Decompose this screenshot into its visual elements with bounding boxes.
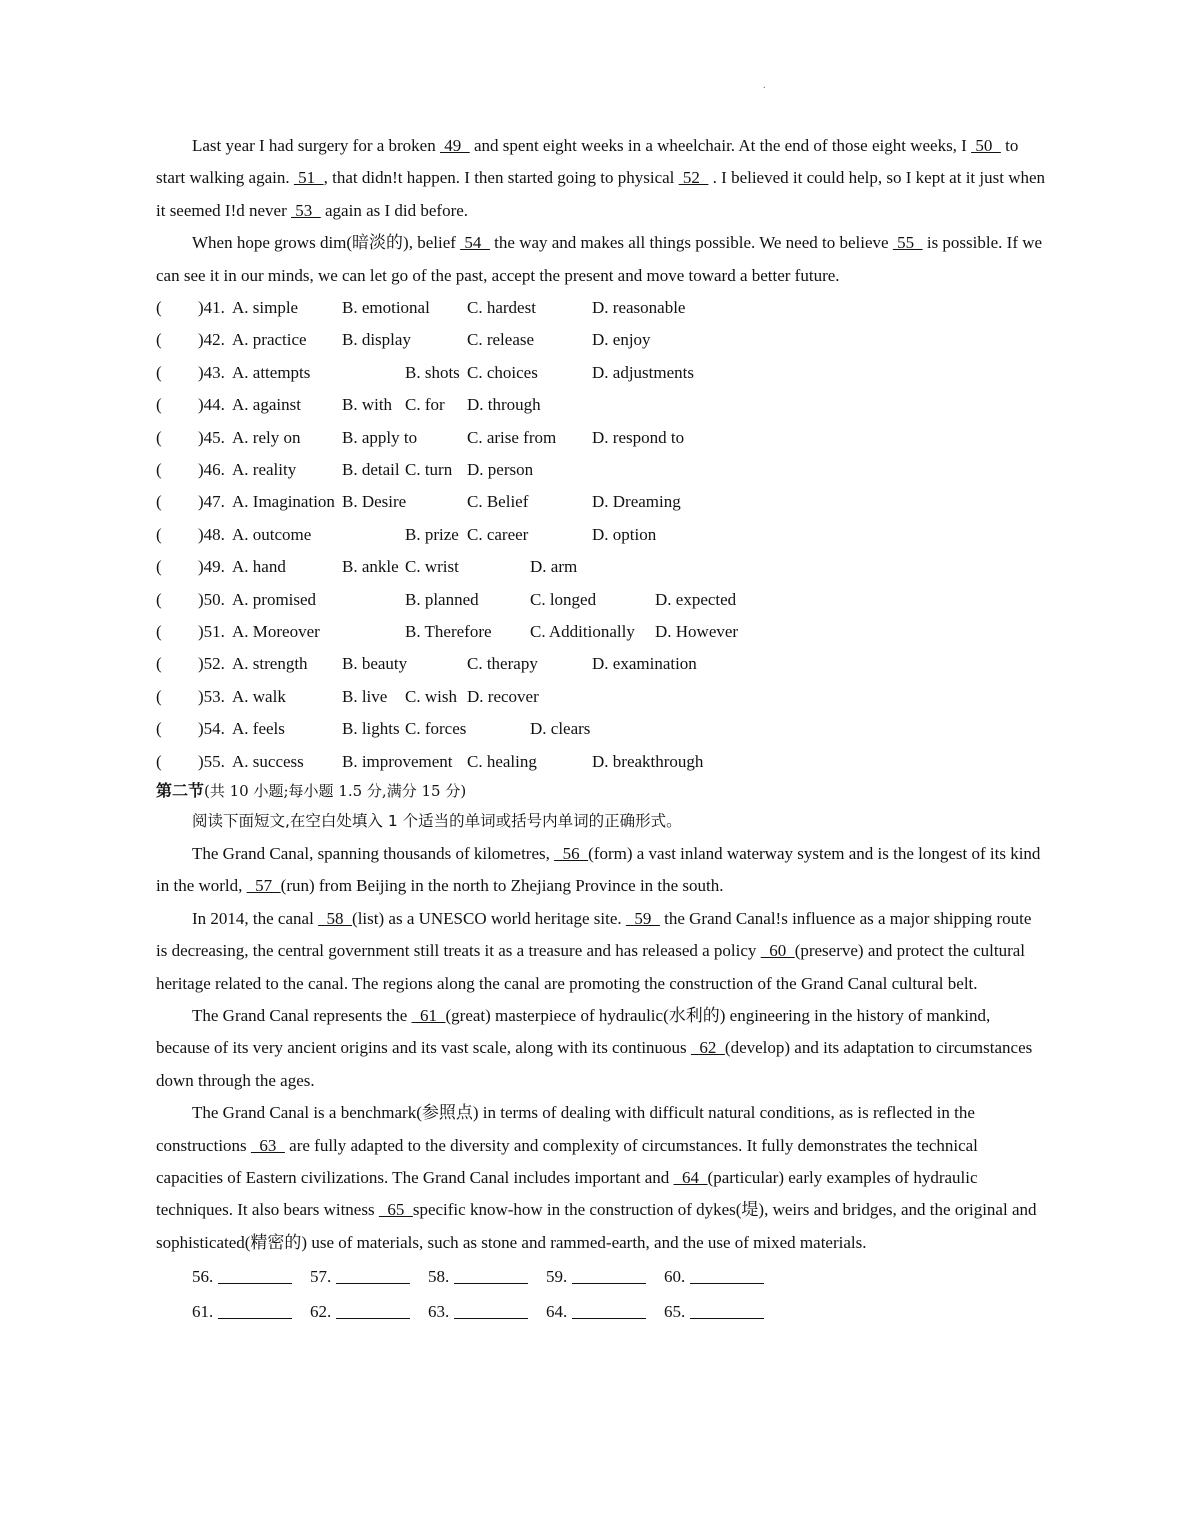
question-number: )51. <box>198 621 225 641</box>
option-d: D. However <box>655 621 739 641</box>
question-number: )46. <box>198 459 225 479</box>
paragraph <box>156 227 1046 292</box>
answer-blank[interactable]: 52 <box>678 168 709 188</box>
option-a: A. Imagination <box>232 492 335 512</box>
answer-label: 65. <box>664 1301 690 1321</box>
multiple-choice-questions <box>156 292 1046 778</box>
answer-slot <box>310 1261 410 1293</box>
paragraph-text: to start walking again. <box>156 136 1019 188</box>
answer-slot <box>546 1261 646 1293</box>
option-a: A. feels <box>232 719 285 739</box>
option-d: D. respond to <box>592 427 685 447</box>
answer-blank[interactable]: 63 <box>250 1135 285 1155</box>
answer-underline[interactable] <box>690 1300 764 1319</box>
option-b: B. live <box>342 686 388 706</box>
grammar-fill-passage <box>156 838 1046 1259</box>
answer-paren[interactable]: ( <box>156 492 162 512</box>
option-b: B. lights <box>342 719 400 739</box>
paragraph-text: When hope grows dim(暗淡的), belief <box>192 233 461 253</box>
paragraph <box>156 903 1046 1000</box>
answer-paren[interactable]: ( <box>156 330 162 350</box>
option-c: C. turn <box>405 459 453 479</box>
question-number: )41. <box>198 298 225 318</box>
paragraph-text: (list) as a UNESCO world heritage site. <box>352 908 626 928</box>
question-number: )54. <box>198 719 225 739</box>
answer-blank[interactable]: 65 <box>378 1200 413 1220</box>
option-b: B. shots <box>405 362 460 382</box>
question-number: )53. <box>198 686 225 706</box>
paragraph-text: The Grand Canal is a benchmark(参照点) in terms of dealing with difficult natural conditions, as is reflected in the constructions <box>156 1103 975 1155</box>
option-b: B. ankle <box>342 557 399 577</box>
option-c: C. Belief <box>467 492 529 512</box>
answer-paren[interactable]: ( <box>156 589 162 609</box>
answer-paren[interactable]: ( <box>156 395 162 415</box>
option-d: D. expected <box>655 589 737 609</box>
option-c: C. wish <box>405 686 457 706</box>
option-b: B. with <box>342 395 393 415</box>
question-row <box>156 648 1046 680</box>
question-number: )45. <box>198 427 225 447</box>
paragraph-text: Last year I had surgery for a broken <box>192 136 440 155</box>
option-d: D. arm <box>530 557 578 577</box>
option-d: D. adjustments <box>592 362 694 382</box>
answer-blank[interactable]: 58 <box>318 908 353 928</box>
answer-label: 62. <box>310 1301 336 1321</box>
option-c: C. choices <box>467 362 538 382</box>
paragraph-text: are fully adapted to the diversity and complexity of circumstances. It fully demonstrates the technical capacities of Eastern civilizations. The Grand Canal includes important and <box>156 1135 978 1187</box>
option-a: A. against <box>232 395 301 415</box>
answer-slot <box>192 1296 292 1328</box>
option-c: C. longed <box>530 589 597 609</box>
option-a: A. hand <box>232 557 286 577</box>
paragraph-text: (develop) and its adaptation to circumstances down through the ages. <box>156 1038 1033 1090</box>
question-row <box>156 616 1046 648</box>
option-b: B. emotional <box>342 298 430 318</box>
answer-paren[interactable]: ( <box>156 751 162 771</box>
answer-blank[interactable]: 49 <box>439 136 470 155</box>
option-a: A. promised <box>232 589 317 609</box>
question-number: )43. <box>198 362 225 382</box>
option-d: D. breakthrough <box>592 751 704 771</box>
answer-paren[interactable]: ( <box>156 621 162 641</box>
option-d: D. option <box>592 524 657 544</box>
paragraph <box>156 838 1046 903</box>
answer-paren[interactable]: ( <box>156 362 162 382</box>
section-heading-note: (共 10 小题;每小题 1.5 分,满分 15 分) <box>204 781 467 800</box>
answer-blank[interactable]: 61 <box>411 1005 446 1025</box>
paragraph-text: (great) masterpiece of hydraulic(水利的) engineering in the history of mankind, because of its very ancient origins and its vast scale, along with its continuous <box>156 1005 991 1058</box>
answer-slot <box>310 1296 410 1328</box>
paragraph-text: the Grand Canal!s influence as a major shipping route is decreasing, the central government still treats it as a treasure and has released a policy <box>156 908 1032 961</box>
question-row <box>156 486 1046 518</box>
answer-underline[interactable] <box>690 1265 764 1284</box>
option-a: A. walk <box>232 686 286 706</box>
question-number: )50. <box>198 589 225 609</box>
question-row <box>156 681 1046 713</box>
answer-blank[interactable]: 50 <box>971 136 1001 155</box>
option-c: C. career <box>467 524 529 544</box>
answer-underline[interactable] <box>218 1300 292 1319</box>
answer-underline[interactable] <box>572 1265 646 1284</box>
question-number: )49. <box>198 557 225 577</box>
question-row <box>156 551 1046 583</box>
option-d: D. examination <box>592 654 697 674</box>
question-number: )48. <box>198 524 225 544</box>
paragraph <box>156 1000 1046 1097</box>
answer-lines <box>156 1261 1046 1328</box>
paragraph-text: , that didn!t happen. I then started going to physical <box>323 168 679 188</box>
option-b: B. beauty <box>342 654 408 674</box>
question-number: )52. <box>198 654 225 674</box>
section-heading <box>156 778 1046 804</box>
answer-paren[interactable]: ( <box>156 654 162 674</box>
option-c: C. therapy <box>467 654 538 674</box>
paragraph-text: In 2014, the canal <box>192 908 319 928</box>
answer-paren[interactable]: ( <box>156 686 162 706</box>
option-c: C. for <box>405 395 445 415</box>
option-a: A. outcome <box>232 524 312 544</box>
answer-slot <box>428 1296 528 1328</box>
answer-slot <box>192 1261 292 1293</box>
answer-slot <box>546 1296 646 1328</box>
answer-paren[interactable]: ( <box>156 427 162 447</box>
paragraph-text: The Grand Canal, spanning thousands of kilometres, <box>192 843 555 863</box>
option-d: D. through <box>467 395 541 415</box>
answer-underline[interactable] <box>336 1300 410 1319</box>
answer-slot <box>664 1296 764 1328</box>
paragraph <box>156 1097 1046 1259</box>
option-c: C. hardest <box>467 298 536 318</box>
paragraph-text: and spent eight weeks in a wheelchair. At the end of those eight weeks, I <box>469 136 972 155</box>
option-a: A. success <box>232 751 304 771</box>
question-number: )55. <box>198 751 225 771</box>
answer-line-row <box>156 1296 1046 1328</box>
question-row <box>156 357 1046 389</box>
answer-slot <box>428 1261 528 1293</box>
option-a: A. practice <box>232 330 307 350</box>
answer-label: 61. <box>192 1301 218 1321</box>
question-row <box>156 584 1046 616</box>
answer-label: 58. <box>428 1267 454 1287</box>
exam-page-content <box>156 130 1046 1328</box>
question-row <box>156 324 1046 356</box>
option-a: A. rely on <box>232 427 301 447</box>
answer-paren[interactable]: ( <box>156 298 162 318</box>
paragraph-text: (run) from Beijing in the north to Zhejiang Province in the south. <box>280 876 724 896</box>
paragraph-text: . I believed it could help, so I kept at it just when it seemed I!d never <box>156 168 1046 220</box>
answer-blank[interactable]: 56 <box>554 843 589 863</box>
question-row <box>156 389 1046 421</box>
answer-blank[interactable]: 57 <box>246 876 281 896</box>
section-heading-title: 第二节 <box>156 780 205 800</box>
section-instruction: 阅读下面短文,在空白处填入 1 个适当的单词或括号内单词的正确形式。 <box>192 811 682 830</box>
answer-paren[interactable]: ( <box>156 459 162 479</box>
option-b: B. display <box>342 330 411 350</box>
answer-underline[interactable] <box>572 1300 646 1319</box>
answer-paren[interactable]: ( <box>156 557 162 577</box>
option-d: D. clears <box>530 719 591 739</box>
question-number: )47. <box>198 492 225 512</box>
paragraph-text: is possible. If we can see it in our minds, we can let go of the past, accept the present and move toward a better future. <box>156 233 1043 285</box>
answer-label: 60. <box>664 1267 690 1287</box>
answer-blank[interactable]: 62 <box>690 1038 725 1058</box>
option-b: B. apply to <box>342 427 418 447</box>
answer-label: 59. <box>546 1267 572 1287</box>
question-number: )44. <box>198 395 225 415</box>
answer-blank[interactable]: 55 <box>892 233 923 253</box>
option-c: C. healing <box>467 751 537 771</box>
answer-underline[interactable] <box>218 1265 292 1284</box>
paragraph-text: The Grand Canal represents the <box>192 1005 412 1025</box>
paragraph-text: (preserve) and protect the cultural heritage related to the canal. The regions along the canal are promoting the construction of the Grand Canal cultural belt. <box>156 941 1026 993</box>
option-d: D. reasonable <box>592 298 686 318</box>
question-row <box>156 713 1046 745</box>
answer-blank[interactable]: 60 <box>760 941 795 961</box>
answer-paren[interactable]: ( <box>156 719 162 739</box>
paragraph-text: again as I did before. <box>320 200 469 220</box>
option-d: D. Dreaming <box>592 492 681 512</box>
question-row <box>156 292 1046 324</box>
answer-label: 56. <box>192 1267 218 1287</box>
option-c: C. release <box>467 330 535 350</box>
answer-blank[interactable]: 64 <box>673 1167 708 1187</box>
paragraph-text: (particular) early examples of hydraulic techniques. It also bears witness <box>156 1167 978 1220</box>
option-d: D. person <box>467 459 534 479</box>
option-b: B. Therefore <box>405 621 492 641</box>
option-c: C. arise from <box>467 427 557 447</box>
paragraph-text: (form) a vast inland waterway system and is the longest of its kind in the world, <box>156 843 1041 896</box>
option-d: D. recover <box>467 686 539 706</box>
option-c: C. Additionally <box>530 621 635 641</box>
answer-underline[interactable] <box>454 1300 528 1319</box>
option-b: B. improvement <box>342 751 453 771</box>
option-c: C. forces <box>405 719 467 739</box>
answer-paren[interactable]: ( <box>156 524 162 544</box>
option-b: B. Desire <box>342 492 407 512</box>
option-b: B. planned <box>405 589 479 609</box>
option-a: A. attempts <box>232 362 311 382</box>
question-row <box>156 422 1046 454</box>
paragraph <box>156 130 1046 227</box>
option-a: A. strength <box>232 654 308 674</box>
answer-label: 63. <box>428 1301 454 1321</box>
question-row <box>156 746 1046 778</box>
answer-underline[interactable] <box>336 1265 410 1284</box>
answer-label: 57. <box>310 1267 336 1287</box>
answer-underline[interactable] <box>454 1265 528 1284</box>
option-a: A. reality <box>232 459 297 479</box>
answer-blank[interactable]: 54 <box>460 233 490 253</box>
paragraph-text: specific know-how in the construction of dykes(堤), weirs and bridges, and the original and sophisticated(精密的) use of materials, such as stone and rammed-earth, and the use of mixed materials. <box>156 1200 1037 1252</box>
answer-slot <box>664 1261 764 1293</box>
option-a: A. Moreover <box>232 621 320 641</box>
answer-line-row <box>156 1261 1046 1293</box>
option-b: B. detail <box>342 459 400 479</box>
option-b: B. prize <box>405 524 459 544</box>
question-row <box>156 454 1046 486</box>
paragraph-text: the way and makes all things possible. We need to believe <box>489 233 893 253</box>
answer-blank[interactable]: 51 <box>293 168 324 188</box>
option-c: C. wrist <box>405 557 459 577</box>
question-number: )42. <box>198 330 225 350</box>
answer-blank[interactable]: 59 <box>625 908 660 928</box>
answer-blank[interactable]: 53 <box>291 200 321 220</box>
answer-label: 64. <box>546 1301 572 1321</box>
option-d: D. enjoy <box>592 330 651 350</box>
question-row <box>156 519 1046 551</box>
page-dot: . <box>763 80 766 91</box>
cloze-passage-part1 <box>156 130 1046 292</box>
option-a: A. simple <box>232 298 299 318</box>
